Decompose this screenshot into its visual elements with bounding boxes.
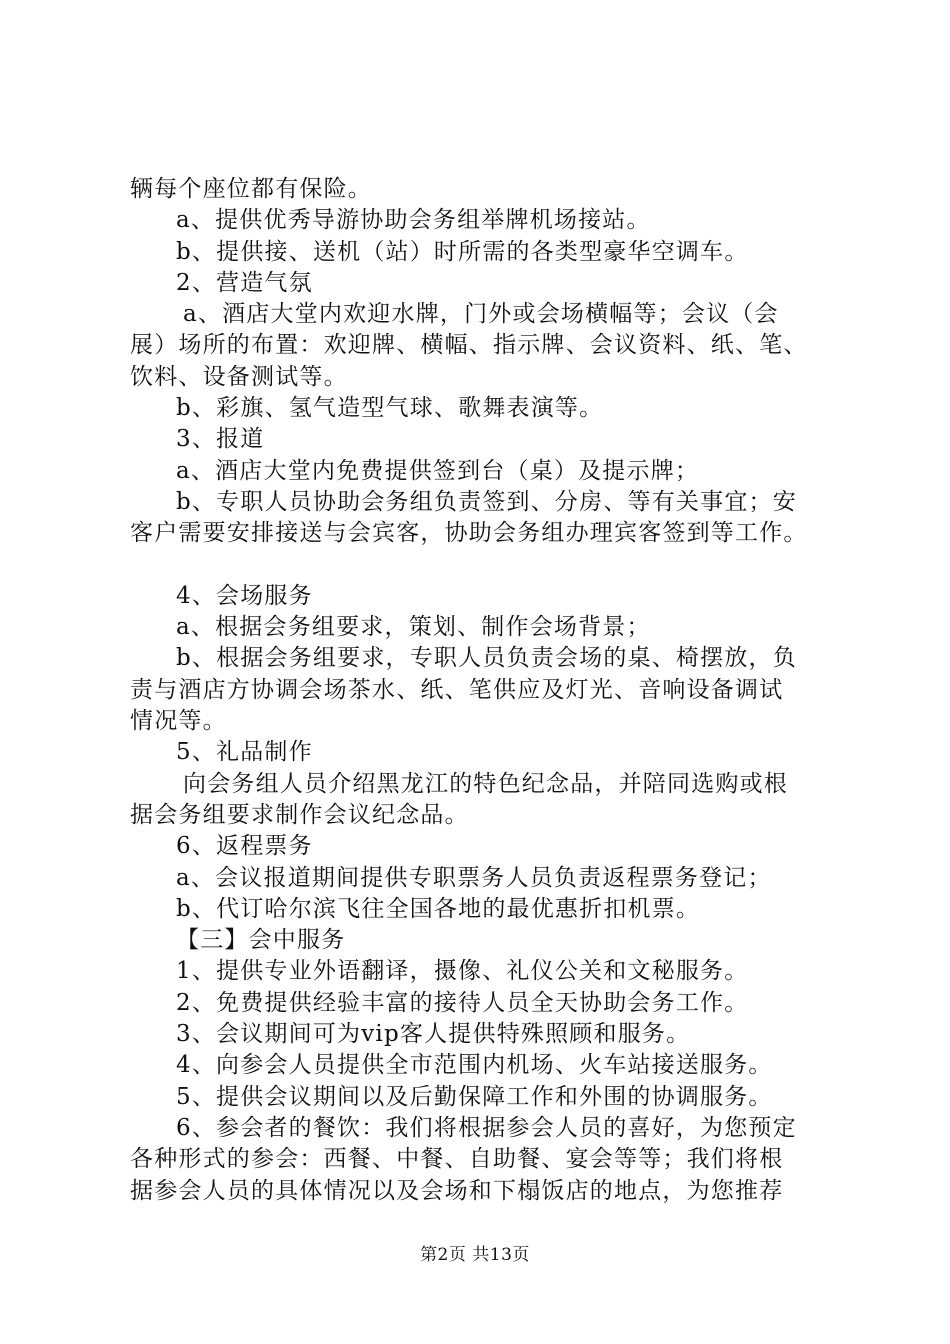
text-line: a、酒店大堂内免费提供签到台（桌）及提示牌； (176, 457, 700, 484)
text-line: 4、会场服务 (176, 582, 313, 609)
text-line: 6、参会者的餐饮：我们将根据参会人员的喜好，为您预定 (176, 1114, 797, 1141)
text-line: b、代订哈尔滨飞往全国各地的最优惠折扣机票。 (176, 895, 701, 922)
blank-line (130, 550, 840, 581)
text-line: a、酒店大堂内欢迎水牌，门外或会场横幅等；会议（会 (183, 301, 779, 328)
text-line: 5、提供会议期间以及后勤保障工作和外围的协调服务。 (176, 1083, 773, 1110)
text-line: 1、提供专业外语翻译，摄像、礼仪公关和文秘服务。 (176, 958, 749, 985)
document-body (130, 174, 840, 1207)
text-line: 【三】会中服务 (176, 927, 346, 954)
text-line: 各种形式的参会：西餐、中餐、自助餐、宴会等等；我们将根 (130, 1146, 784, 1173)
text-line: a、提供优秀导游协助会务组举牌机场接站。 (176, 207, 651, 234)
text-line: a、会议报道期间提供专职票务人员负责返程票务登记； (176, 864, 772, 891)
page-footer: 第2页 共13页 (420, 1245, 530, 1265)
text-line: 责与酒店方协调会场茶水、纸、笔供应及灯光、音响设备调试 (130, 676, 784, 703)
text-line: 情况等。 (130, 708, 227, 735)
text-line: b、彩旗、氢气造型气球、歌舞表演等。 (176, 395, 604, 422)
text-line: 6、返程票务 (176, 833, 313, 860)
text-line: 向会务组人员介绍黑龙江的特色纪念品，并陪同选购或根 (183, 770, 788, 797)
text-line: 3、报道 (176, 426, 265, 453)
text-line: a、根据会务组要求，策划、制作会场背景； (176, 614, 651, 641)
text-line: 据参会人员的具体情况以及会场和下榻饭店的地点，为您推荐 (130, 1177, 784, 1204)
text-line: 3、会议期间可为vip客人提供特殊照顾和服务。 (176, 1021, 691, 1048)
text-line: 展）场所的布置：欢迎牌、横幅、指示牌、会议资料、纸、笔、 (130, 332, 808, 359)
text-line: 2、免费提供经验丰富的接待人员全天协助会务工作。 (176, 989, 749, 1016)
text-line: b、提供接、送机（站）时所需的各类型豪华空调车。 (176, 238, 749, 265)
text-line: 5、礼品制作 (176, 739, 313, 766)
text-line: 据会务组要求制作会议纪念品。 (130, 801, 469, 828)
text-line: 客户需要安排接送与会宾客，协助会务组办理宾客签到等工作。 (130, 520, 808, 547)
text-line: 4、向参会人员提供全市范围内机场、火车站接送服务。 (176, 1052, 773, 1079)
text-line: b、专职人员协助会务组负责签到、分房、等有关事宜；安 (176, 488, 797, 515)
text-line: 饮料、设备测试等。 (130, 363, 348, 390)
text-line: 2、营造气氛 (176, 269, 313, 296)
text-line: 辆每个座位都有保险。 (130, 176, 372, 202)
text-line: b、根据会务组要求，专职人员负责会场的桌、椅摆放，负 (176, 645, 797, 672)
